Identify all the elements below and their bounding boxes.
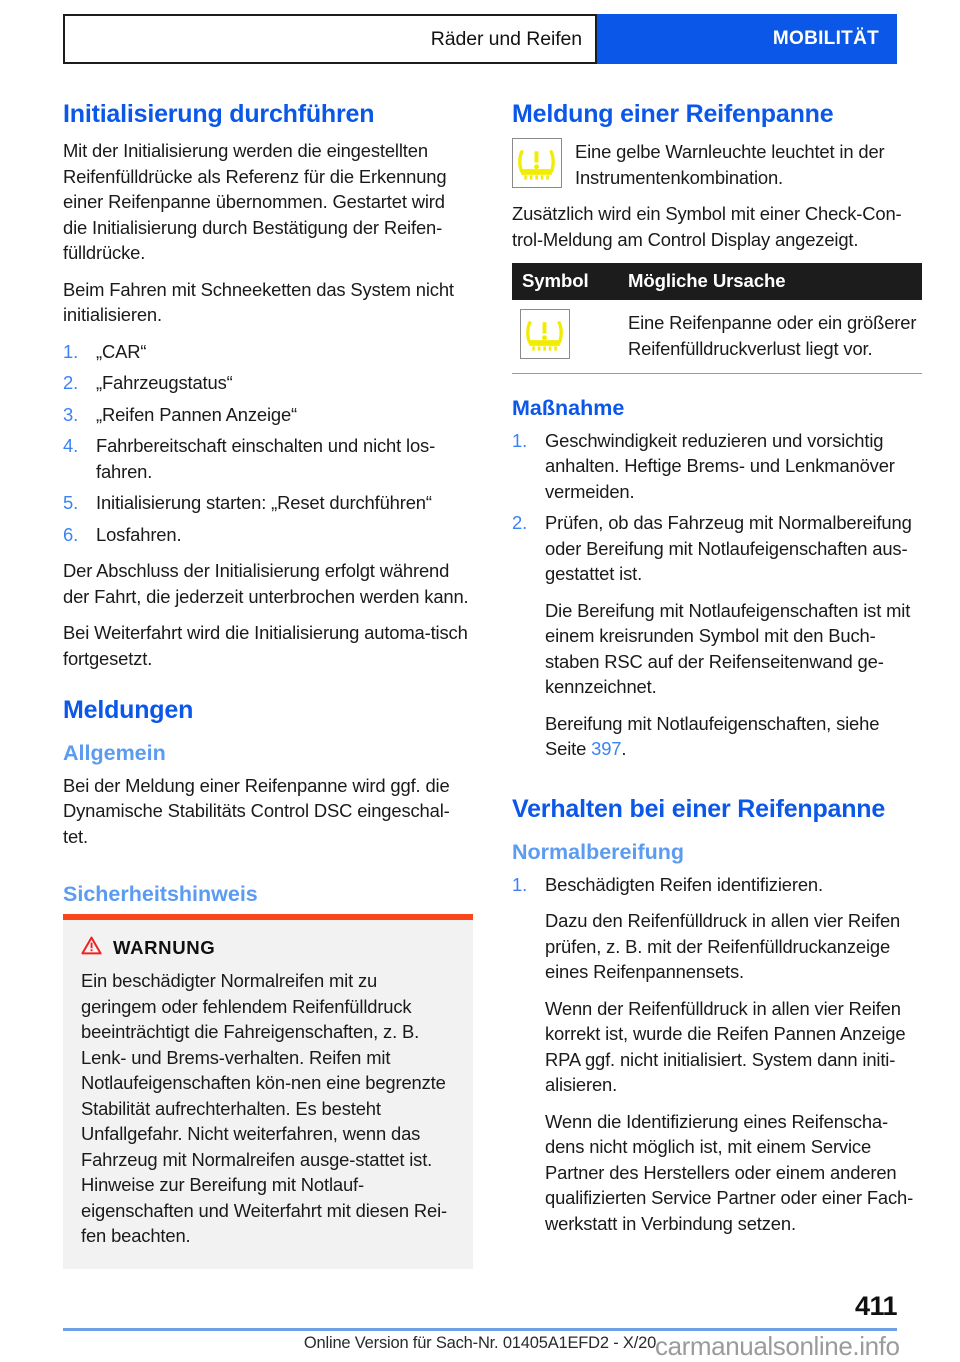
- right-column: [512, 100, 922, 1247]
- heading-initialisierung-durchfuehren: Initialisierung durchführen: [63, 100, 375, 128]
- warning-box: [63, 914, 473, 1269]
- list-item: Fahrbereitschaft einschalten und nicht los-fahren.: [96, 435, 436, 482]
- table-head: [512, 263, 922, 300]
- page-number: 411: [854, 1291, 897, 1321]
- paragraph-zusaetzlich: Zusätzlich wird ein Symbol mit einer Check-Con-trol-Meldung am Control Display angezeigt.: [512, 203, 902, 250]
- list-item-text: Prüfen, ob das Fahrzeug mit Normalbereifung oder Bereifung mit Notlaufeigenschaften aus-gestattet ist.: [545, 512, 912, 585]
- list-item: [512, 872, 922, 1237]
- tire-pressure-warning-icon: [520, 309, 570, 359]
- paragraph-allgemein: Bei der Meldung einer Reifenpanne wird ggf. die Dynamische Stabilitäts Control DSC eingeschal-tet.: [63, 774, 450, 847]
- table-header-cause: Mögliche Ursache: [622, 263, 922, 300]
- list-item-subtext: Dazu den Reifenfülldruck in allen vier Reifen prüfen, z. B. mit der Reifenfülldruckanzeige eines Reifenpannensets.: [545, 910, 901, 983]
- warning-header: [81, 936, 455, 960]
- header-chapter-label: Räder und Reifen: [430, 27, 582, 50]
- heading-verhalten-bei-einer-reifenpanne: Verhalten bei einer Reifenpanne: [512, 794, 886, 823]
- watermark-text: carmanualsonline.info: [655, 1331, 900, 1361]
- table-header-symbol: Symbol: [512, 263, 622, 300]
- warning-triangle-icon: [81, 936, 102, 960]
- list-item-text: Beschädigten Reifen identifizieren.: [545, 873, 823, 895]
- footer-note: Online Version für Sach-Nr. 01405A1EFD2 - X/20: [303, 1334, 657, 1352]
- paragraph-initialisierung-intro: Mit der Initialisierung werden die eingestellten Reifenfülldrücke als Referenz für die Erkennung einer Reifenpanne übernommen. Gestartet wird die Initialisierung durch Bestätigung der Reifen-fülldrücke.: [63, 140, 447, 263]
- list-item-subtext: Wenn der Reifenfülldruck in allen vier Reifen korrekt ist, wurde die Reifen Pannen Anzeige RPA ggf. nicht initialisiert. System dann initi-alisieren.: [545, 997, 906, 1096]
- tire-pressure-warning-icon: [512, 138, 562, 188]
- list-item: „Fahrzeugstatus“: [96, 372, 233, 393]
- spacer: [63, 682, 473, 696]
- heading-normalbereifung: Normalbereifung: [512, 839, 685, 864]
- warning-body-text: Ein beschädigter Normalreifen mit zu geringem oder fehlendem Reifenfülldruck beeinträchtigt die Fahreigenschaften, z. B. Lenk- und Brems-verhalten. Reifen mit Notlaufeigenschaften kön-nen eine begrenzte Stabilität aufrechterhalten. Es besteht Unfallgefahr. Nicht weiterfahren, wenn das Fahrzeug mit Normalreifen ausge-stattet ist. Hinweise zur Bereifung mit Notlauf-eigenschaften und Weiterfahrt mit diesen Rei-fen beachten.: [81, 970, 448, 1247]
- spacer: [63, 734, 473, 741]
- list-item: [512, 428, 922, 505]
- list-item: [512, 510, 922, 762]
- list-item-subtext: Wenn die Identifizierung eines Reifenscha-dens nicht möglich ist, mit einem Service Partner des Herstellers oder einem anderen qualifizierten Service Partner oder einer Fach-werkstatt in Verbindung setzen.: [545, 1110, 914, 1234]
- page-ref-suffix: .: [621, 738, 627, 760]
- warning-label: WARNUNG: [113, 937, 216, 959]
- list-massnahme-steps: [512, 428, 922, 762]
- header-section-box: [597, 14, 897, 64]
- spacer: [512, 833, 922, 840]
- list-normalbereifung-steps: [512, 872, 922, 1237]
- left-column: [63, 100, 473, 1269]
- paragraph-schneeketten: Beim Fahren mit Schneeketten das System nicht initialisieren.: [63, 278, 454, 325]
- spacer: [512, 773, 922, 795]
- table-header-row: [512, 263, 922, 300]
- heading-meldungen: Meldungen: [63, 696, 194, 724]
- spacer: [63, 860, 473, 882]
- list-item-subtext: Die Bereifung mit Notlaufeigenschaften ist mit einem kreisrunden Symbol mit den Buch-staben RSC auf der Reifenseitenwand ge-kennzeichnet.: [545, 599, 911, 698]
- table-cell-cause: Eine Reifenpanne oder ein größerer Reifenfülldruckverlust liegt vor.: [622, 300, 922, 374]
- header-chapter-box: [63, 14, 597, 64]
- page-ref-number[interactable]: 397: [591, 738, 622, 760]
- table-body: [512, 300, 922, 374]
- heading-allgemein: Allgemein: [63, 741, 166, 765]
- symbol-cause-table: [512, 263, 922, 374]
- paragraph-weiterfahrt: Bei Weiterfahrt wird die Initialisierung automa-tisch fortgesetzt.: [63, 622, 468, 669]
- header-section-label: MOBILITÄT: [772, 28, 879, 49]
- table-cell-symbol: [512, 300, 622, 374]
- list-item: „Reifen Pannen Anzeige“: [96, 403, 298, 425]
- warnlamp-text: Eine gelbe Warnleuchte leuchtet in der Instrumentenkombination.: [575, 141, 885, 188]
- heading-sicherheitshinweis: Sicherheitshinweis: [63, 882, 258, 907]
- heading-meldung-einer-reifenpanne: Meldung einer Reifenpanne: [512, 100, 834, 128]
- paragraph-abschluss: Der Abschluss der Initialisierung erfolgt während der Fahrt, die jederzeit unterbrochen werden kann.: [63, 560, 469, 607]
- list-item-page-reference: [545, 711, 922, 762]
- table-row: [512, 300, 922, 374]
- list-item: Initialisierung starten: „Reset durchführen“: [96, 492, 432, 513]
- list-item: „CAR“: [96, 340, 147, 362]
- heading-massnahme: Maßnahme: [512, 396, 625, 420]
- spacer: [512, 374, 922, 396]
- page-header: [63, 14, 897, 64]
- page-ref-prefix: Bereifung mit Notlaufeigenschaften, siehe Seite: [545, 712, 880, 760]
- warnlamp-row: [512, 138, 922, 190]
- list-item-text: Geschwindigkeit reduzieren und vorsichtig anhalten. Heftige Brems- und Lenkmanöver vermeiden.: [545, 429, 895, 502]
- list-item: Losfahren.: [96, 523, 182, 545]
- list-initialisierung-steps: [63, 339, 473, 548]
